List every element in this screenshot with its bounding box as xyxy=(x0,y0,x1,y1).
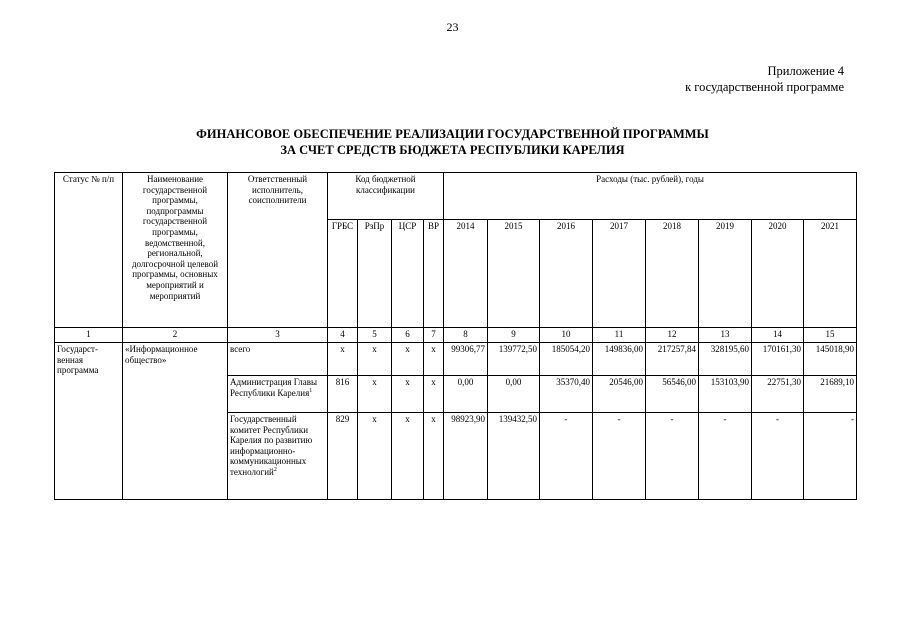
header-rzpr: РзПр xyxy=(358,220,392,328)
executor-cell: всего xyxy=(228,343,328,376)
value-cell: - xyxy=(804,413,857,500)
page-number: 23 xyxy=(446,20,459,34)
value-cell: 139432,50 xyxy=(488,413,540,500)
column-number-row xyxy=(55,328,857,343)
value-cell: 217257,84 xyxy=(646,343,699,376)
value-cell: 145018,90 xyxy=(804,343,857,376)
finance-table xyxy=(54,172,857,500)
header-csr: ЦСР xyxy=(392,220,424,328)
executor-cell: Администрация Главы Республики Карелия$^1$ xyxy=(228,376,328,413)
column-number: 15 xyxy=(804,328,857,343)
column-number: 13 xyxy=(699,328,752,343)
value-cell: 139772,50 xyxy=(488,343,540,376)
header-executor: Ответственный исполнитель, соисполнители xyxy=(228,173,328,328)
vr-cell: х xyxy=(424,343,444,376)
value-cell: - xyxy=(646,413,699,500)
header-name: Наименование государственной программы, подпрограммы государственной программы, ведомственной, региональной, долгосрочной целевой программы, основных мероприятий и мероприятий xyxy=(123,173,228,328)
column-number: 2 xyxy=(123,328,228,343)
title-line-2: ЗА СЧЕТ СРЕДСТВ БЮДЖЕТА РЕСПУБЛИКИ КАРЕЛИЯ xyxy=(280,143,625,157)
value-cell: 99306,77 xyxy=(444,343,488,376)
value-cell: 0,00 xyxy=(488,376,540,413)
footnote-mark: 1 xyxy=(309,387,313,394)
appendix-line-2: к государственной программе xyxy=(685,80,844,94)
header-grbs: ГРБС xyxy=(328,220,358,328)
program-name-cell: «Информационное общество» xyxy=(123,343,228,500)
grbs-cell: х xyxy=(328,343,358,376)
value-cell: 35370,40 xyxy=(540,376,593,413)
column-number: 14 xyxy=(752,328,804,343)
header-year-2017: 2017 xyxy=(593,220,646,328)
header-vr: ВР xyxy=(424,220,444,328)
header-status: Статус № п/п xyxy=(55,173,123,328)
column-number: 8 xyxy=(444,328,488,343)
value-cell: 21689,10 xyxy=(804,376,857,413)
value-cell: 20546,00 xyxy=(593,376,646,413)
document-title xyxy=(0,126,905,158)
value-cell: - xyxy=(540,413,593,500)
value-cell: - xyxy=(699,413,752,500)
vr-cell: х xyxy=(424,376,444,413)
executor-cell: Государственный комитет Республики Карелия по развитию информационно-коммуникационных технологий$^2$ xyxy=(228,413,328,500)
rzpr-cell: х xyxy=(358,413,392,500)
rzpr-cell: х xyxy=(358,376,392,413)
title-line-1: ФИНАНСОВОЕ ОБЕСПЕЧЕНИЕ РЕАЛИЗАЦИИ ГОСУДАРСТВЕННОЙ ПРОГРАММЫ xyxy=(196,127,709,141)
csr-cell: х xyxy=(392,376,424,413)
grbs-cell: 829 xyxy=(328,413,358,500)
header-year-2019: 2019 xyxy=(699,220,752,328)
column-number: 11 xyxy=(593,328,646,343)
status-cell: Государст-венная программа xyxy=(55,343,123,500)
value-cell: 0,00 xyxy=(444,376,488,413)
header-year-2015: 2015 xyxy=(488,220,540,328)
csr-cell: х xyxy=(392,413,424,500)
footnote-mark: 2 xyxy=(273,466,277,473)
value-cell: - xyxy=(593,413,646,500)
column-number: 1 xyxy=(55,328,123,343)
csr-cell: х xyxy=(392,343,424,376)
value-cell: 98923,90 xyxy=(444,413,488,500)
value-cell: 185054,20 xyxy=(540,343,593,376)
column-number: 5 xyxy=(358,328,392,343)
column-number: 9 xyxy=(488,328,540,343)
header-year-2020: 2020 xyxy=(752,220,804,328)
column-number: 6 xyxy=(392,328,424,343)
value-cell: 328195,60 xyxy=(699,343,752,376)
value-cell: 22751,30 xyxy=(752,376,804,413)
header-year-2018: 2018 xyxy=(646,220,699,328)
table-row xyxy=(55,343,857,376)
header-budget-code: Код бюджетной классификации xyxy=(328,173,444,220)
vr-cell: х xyxy=(424,413,444,500)
value-cell: 149836,00 xyxy=(593,343,646,376)
value-cell: - xyxy=(752,413,804,500)
column-number: 7 xyxy=(424,328,444,343)
column-number: 10 xyxy=(540,328,593,343)
column-number: 4 xyxy=(328,328,358,343)
column-number: 3 xyxy=(228,328,328,343)
column-number: 12 xyxy=(646,328,699,343)
header-year-2021: 2021 xyxy=(804,220,857,328)
value-cell: 56546,00 xyxy=(646,376,699,413)
appendix-note xyxy=(685,63,844,95)
grbs-cell: 816 xyxy=(328,376,358,413)
rzpr-cell: х xyxy=(358,343,392,376)
header-year-2014: 2014 xyxy=(444,220,488,328)
value-cell: 153103,90 xyxy=(699,376,752,413)
header-year-2016: 2016 xyxy=(540,220,593,328)
appendix-line-1: Приложение 4 xyxy=(767,64,844,78)
header-expenses: Расходы (тыс. рублей), годы xyxy=(444,173,857,220)
value-cell: 170161,30 xyxy=(752,343,804,376)
